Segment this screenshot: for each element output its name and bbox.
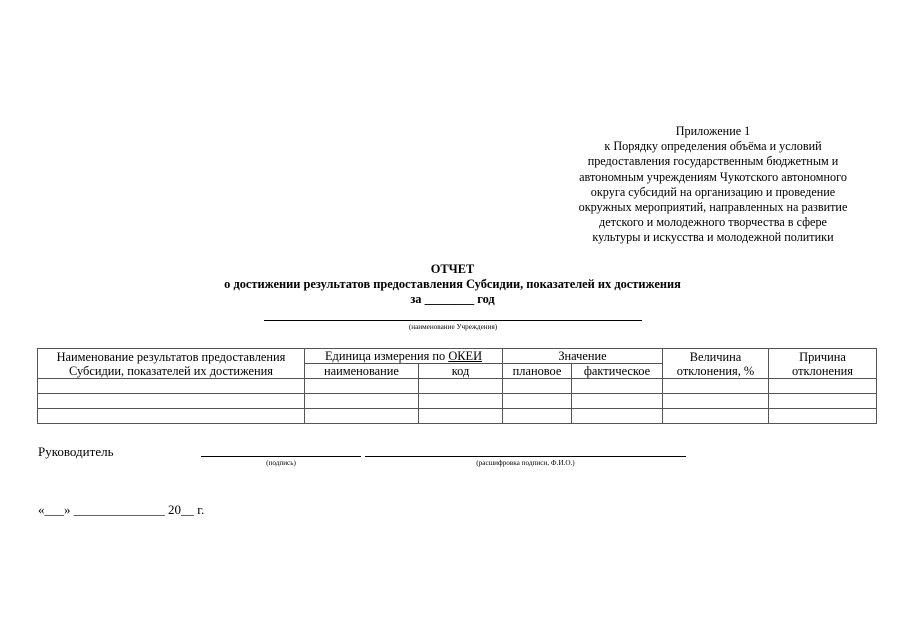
appendix-line: детского и молодежного творчества в сфере bbox=[599, 215, 827, 230]
header-unit: Единица измерения по ОКЕИ bbox=[305, 349, 503, 364]
header-results: Наименование результатов предоставления Субсидии, показателей их достижения bbox=[38, 349, 305, 379]
table-cell[interactable] bbox=[419, 379, 503, 394]
date-line[interactable]: «___» ______________ 20__ г. bbox=[38, 502, 205, 517]
table-row bbox=[38, 394, 877, 409]
report-subtitle: о достижении результатов предоставления Субсидии, показателей их достижения bbox=[224, 277, 681, 291]
table-cell[interactable] bbox=[38, 409, 305, 424]
table-cell[interactable] bbox=[38, 379, 305, 394]
appendix-line: предоставления государственным бюджетным и bbox=[587, 154, 839, 169]
table-cell[interactable] bbox=[572, 394, 663, 409]
okei-link: ОКЕИ bbox=[448, 349, 483, 363]
table-cell[interactable] bbox=[503, 394, 572, 409]
signer-role: Руководитель bbox=[38, 444, 114, 459]
table-cell[interactable] bbox=[663, 394, 769, 409]
header-unit-name: наименование bbox=[305, 364, 419, 379]
signature-line[interactable] bbox=[201, 456, 361, 457]
table-cell[interactable] bbox=[769, 409, 877, 424]
report-title: ОТЧЕТ bbox=[430, 262, 475, 276]
header-unit-code: код bbox=[419, 364, 503, 379]
appendix-line: автономным учреждениям Чукотского автономного bbox=[579, 169, 847, 184]
signature-decoding-line[interactable] bbox=[365, 456, 686, 457]
header-value: Значение bbox=[503, 349, 663, 364]
table-cell[interactable] bbox=[769, 394, 877, 409]
table-cell[interactable] bbox=[503, 379, 572, 394]
table-cell[interactable] bbox=[419, 409, 503, 424]
table-cell[interactable] bbox=[663, 379, 769, 394]
table-cell[interactable] bbox=[503, 409, 572, 424]
header-value-planned: плановое bbox=[503, 364, 572, 379]
table-cell[interactable] bbox=[572, 379, 663, 394]
table-cell[interactable] bbox=[419, 394, 503, 409]
appendix-line: культуры и искусства и молодежной политики bbox=[592, 230, 834, 245]
signature-caption: (подпись) bbox=[266, 459, 296, 467]
header-value-actual: фактическое bbox=[572, 364, 663, 379]
table-cell[interactable] bbox=[305, 379, 419, 394]
appendix-line: округа субсидий на организацию и проведение bbox=[590, 184, 836, 199]
signature-decoding-caption: (расшифровка подписи, Ф.И.О.) bbox=[476, 459, 575, 467]
table-cell[interactable] bbox=[305, 409, 419, 424]
table-row bbox=[38, 409, 877, 424]
institution-line bbox=[264, 320, 642, 321]
table-row bbox=[38, 379, 877, 394]
table-cell[interactable] bbox=[572, 409, 663, 424]
table-cell[interactable] bbox=[38, 394, 305, 409]
appendix-header bbox=[560, 124, 866, 246]
table-header-row bbox=[38, 349, 877, 364]
table-cell[interactable] bbox=[663, 409, 769, 424]
report-table bbox=[37, 348, 877, 424]
report-title-block bbox=[150, 262, 755, 307]
appendix-line: Приложение 1 bbox=[675, 124, 751, 138]
report-period: за ________ год bbox=[410, 292, 495, 306]
header-reason: Причина отклонения bbox=[769, 349, 877, 379]
table-cell[interactable] bbox=[305, 394, 419, 409]
institution-caption: (наименование Учреждения) bbox=[408, 323, 498, 331]
header-deviation: Величина отклонения, % bbox=[663, 349, 769, 379]
appendix-line: к Порядку определения объёма и условий bbox=[604, 139, 822, 154]
appendix-line: окружных мероприятий, направленных на развитие bbox=[578, 200, 848, 215]
table-cell[interactable] bbox=[769, 379, 877, 394]
